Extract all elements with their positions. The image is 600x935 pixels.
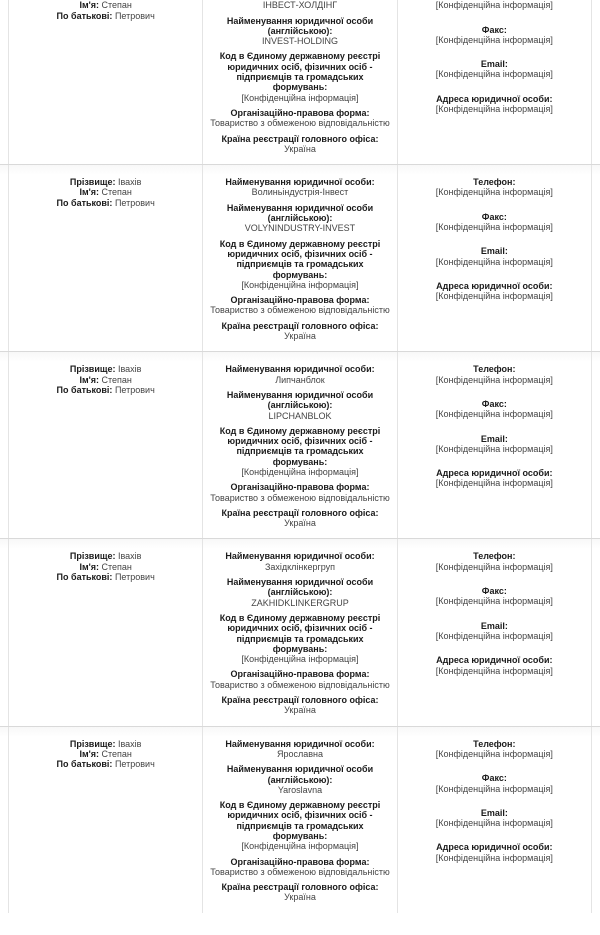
registration-country-label: Країна реєстрації головного офіса: bbox=[209, 695, 390, 705]
phone-block bbox=[404, 0, 585, 11]
person-cell bbox=[8, 165, 203, 351]
registration-country-value: Україна bbox=[209, 892, 390, 902]
first-name-value: Степан bbox=[102, 562, 132, 572]
last-name-value: Івахів bbox=[118, 739, 141, 749]
email-label: Email: bbox=[404, 246, 585, 256]
entity-name-en-label: Найменування юридичної особи (англійською): bbox=[209, 16, 390, 37]
patronymic-value: Петрович bbox=[115, 198, 155, 208]
entity-name-value: Волиньіндустрія-Інвест bbox=[209, 187, 390, 197]
last-name-value: Івахів bbox=[118, 364, 141, 374]
entity-name-en-value: Yaroslavna bbox=[209, 785, 390, 795]
person-first-name-line bbox=[15, 562, 196, 572]
entity-name-en-label: Найменування юридичної особи (англійською): bbox=[209, 203, 390, 224]
entity-cell bbox=[203, 539, 397, 725]
phone-value: [Конфіденційна інформація] bbox=[404, 375, 585, 385]
entity-name-en-block bbox=[209, 764, 390, 795]
registration-country-value: Україна bbox=[209, 705, 390, 715]
phone-label: Телефон: bbox=[404, 364, 585, 374]
first-name-value: Степан bbox=[102, 375, 132, 385]
entity-cell bbox=[203, 165, 397, 351]
legal-form-value: Товариство з обмеженою відповідальністю bbox=[209, 867, 390, 877]
fax-value: [Конфіденційна інформація] bbox=[404, 409, 585, 419]
table-row bbox=[0, 726, 600, 913]
person-cell bbox=[8, 727, 203, 913]
contacts-cell bbox=[398, 727, 592, 913]
first-name-label: Ім'я: bbox=[79, 187, 99, 197]
registration-country-block bbox=[209, 508, 390, 529]
person-last-name-line bbox=[15, 364, 196, 374]
person-last-name-line bbox=[15, 177, 196, 187]
entity-name-en-block bbox=[209, 577, 390, 608]
edr-code-value: [Конфіденційна інформація] bbox=[209, 654, 390, 664]
address-block bbox=[404, 842, 585, 863]
email-label: Email: bbox=[404, 621, 585, 631]
patronymic-label: По батькові: bbox=[57, 385, 113, 395]
entity-name-en-value: ZAKHIDKLINKERGRUP bbox=[209, 598, 390, 608]
email-label: Email: bbox=[404, 59, 585, 69]
edr-code-block bbox=[209, 800, 390, 851]
address-value: [Конфіденційна інформація] bbox=[404, 666, 585, 676]
entity-name-label: Найменування юридичної особи: bbox=[209, 364, 390, 374]
address-value: [Конфіденційна інформація] bbox=[404, 853, 585, 863]
entity-cell bbox=[203, 727, 397, 913]
phone-block bbox=[404, 364, 585, 385]
patronymic-value: Петрович bbox=[115, 572, 155, 582]
address-block bbox=[404, 94, 585, 115]
entity-name-block bbox=[209, 364, 390, 385]
person-patronymic-line bbox=[15, 385, 196, 395]
fax-value: [Конфіденційна інформація] bbox=[404, 35, 585, 45]
last-name-value: Івахів bbox=[118, 177, 141, 187]
patronymic-label: По батькові: bbox=[57, 572, 113, 582]
first-name-label: Ім'я: bbox=[79, 749, 99, 759]
person-last-name-line bbox=[15, 551, 196, 561]
phone-label: Телефон: bbox=[404, 739, 585, 749]
first-name-value: Степан bbox=[102, 0, 132, 10]
phone-value: [Конфіденційна інформація] bbox=[404, 562, 585, 572]
phone-value: [Конфіденційна інформація] bbox=[404, 749, 585, 759]
registration-country-block bbox=[209, 134, 390, 155]
address-label: Адреса юридичної особи: bbox=[404, 94, 585, 104]
registration-country-block bbox=[209, 695, 390, 716]
email-label: Email: bbox=[404, 808, 585, 818]
address-label: Адреса юридичної особи: bbox=[404, 842, 585, 852]
legal-form-value: Товариство з обмеженою відповідальністю bbox=[209, 118, 390, 128]
person-last-name-line bbox=[15, 739, 196, 749]
legal-form-label: Організаційно-правова форма: bbox=[209, 857, 390, 867]
entity-name-value: Західклінкергруп bbox=[209, 562, 390, 572]
first-name-label: Ім'я: bbox=[79, 562, 99, 572]
edr-code-label: Код в Єдиному державному реєстрі юридичних осіб, фізичних осіб - підприємців та громадських формувань: bbox=[209, 239, 390, 280]
phone-block bbox=[404, 551, 585, 572]
address-label: Адреса юридичної особи: bbox=[404, 468, 585, 478]
fax-block bbox=[404, 773, 585, 794]
person-patronymic-line bbox=[15, 572, 196, 582]
first-name-value: Степан bbox=[102, 749, 132, 759]
phone-value: [Конфіденційна інформація] bbox=[404, 0, 585, 10]
person-cell bbox=[8, 352, 203, 538]
phone-block bbox=[404, 739, 585, 760]
fax-value: [Конфіденційна інформація] bbox=[404, 784, 585, 794]
legal-form-value: Товариство з обмеженою відповідальністю bbox=[209, 680, 390, 690]
fax-block bbox=[404, 399, 585, 420]
edr-code-value: [Конфіденційна інформація] bbox=[209, 467, 390, 477]
registration-country-label: Країна реєстрації головного офіса: bbox=[209, 134, 390, 144]
table-row bbox=[0, 164, 600, 351]
entity-name-label: Найменування юридичної особи: bbox=[209, 177, 390, 187]
legal-form-label: Організаційно-правова форма: bbox=[209, 669, 390, 679]
contacts-cell bbox=[398, 0, 592, 164]
patronymic-value: Петрович bbox=[115, 11, 155, 21]
fax-label: Факс: bbox=[404, 399, 585, 409]
table-row bbox=[0, 351, 600, 538]
entity-name-label: Найменування юридичної особи: bbox=[209, 551, 390, 561]
email-block bbox=[404, 621, 585, 642]
last-name-label: Прізвище: bbox=[70, 177, 116, 187]
email-block bbox=[404, 246, 585, 267]
registration-country-label: Країна реєстрації головного офіса: bbox=[209, 321, 390, 331]
phone-value: [Конфіденційна інформація] bbox=[404, 187, 585, 197]
entity-name-block bbox=[209, 0, 390, 11]
last-name-label: Прізвище: bbox=[70, 364, 116, 374]
edr-code-value: [Конфіденційна інформація] bbox=[209, 841, 390, 851]
legal-form-block bbox=[209, 295, 390, 316]
fax-block bbox=[404, 25, 585, 46]
entity-name-block bbox=[209, 739, 390, 760]
address-block bbox=[404, 468, 585, 489]
person-first-name-line bbox=[15, 187, 196, 197]
email-block bbox=[404, 59, 585, 80]
entity-name-value: ІНВЕСТ-ХОЛДІНГ bbox=[209, 0, 390, 10]
person-cell bbox=[8, 0, 203, 164]
legal-form-block bbox=[209, 857, 390, 878]
person-first-name-line bbox=[15, 749, 196, 759]
contacts-cell bbox=[398, 539, 592, 725]
email-value: [Конфіденційна інформація] bbox=[404, 631, 585, 641]
entity-name-label: Найменування юридичної особи: bbox=[209, 739, 390, 749]
patronymic-label: По батькові: bbox=[57, 198, 113, 208]
edr-code-value: [Конфіденційна інформація] bbox=[209, 93, 390, 103]
first-name-label: Ім'я: bbox=[79, 375, 99, 385]
fax-value: [Конфіденційна інформація] bbox=[404, 596, 585, 606]
email-label: Email: bbox=[404, 434, 585, 444]
phone-label: Телефон: bbox=[404, 551, 585, 561]
legal-form-label: Організаційно-правова форма: bbox=[209, 482, 390, 492]
entity-cell bbox=[203, 0, 397, 164]
entity-name-en-value: INVEST-HOLDING bbox=[209, 36, 390, 46]
person-patronymic-line bbox=[15, 198, 196, 208]
email-value: [Конфіденційна інформація] bbox=[404, 69, 585, 79]
legal-form-block bbox=[209, 482, 390, 503]
phone-label: Телефон: bbox=[404, 177, 585, 187]
entity-name-value: Липчанблок bbox=[209, 375, 390, 385]
last-name-value: Івахів bbox=[118, 551, 141, 561]
email-value: [Конфіденційна інформація] bbox=[404, 818, 585, 828]
entity-name-en-label: Найменування юридичної особи (англійською): bbox=[209, 764, 390, 785]
first-name-label: Ім'я: bbox=[79, 0, 99, 10]
person-first-name-line bbox=[15, 375, 196, 385]
registration-country-value: Україна bbox=[209, 518, 390, 528]
fax-label: Факс: bbox=[404, 212, 585, 222]
entity-name-en-block bbox=[209, 203, 390, 234]
entity-name-en-block bbox=[209, 16, 390, 47]
person-patronymic-line bbox=[15, 11, 196, 21]
legal-form-label: Організаційно-правова форма: bbox=[209, 295, 390, 305]
patronymic-label: По батькові: bbox=[57, 759, 113, 769]
fax-label: Факс: bbox=[404, 25, 585, 35]
registration-country-label: Країна реєстрації головного офіса: bbox=[209, 882, 390, 892]
entity-name-en-label: Найменування юридичної особи (англійською): bbox=[209, 577, 390, 598]
registration-country-value: Україна bbox=[209, 144, 390, 154]
address-value: [Конфіденційна інформація] bbox=[404, 478, 585, 488]
person-patronymic-line bbox=[15, 759, 196, 769]
phone-block bbox=[404, 177, 585, 198]
email-value: [Конфіденційна інформація] bbox=[404, 257, 585, 267]
address-label: Адреса юридичної особи: bbox=[404, 281, 585, 291]
email-value: [Конфіденційна інформація] bbox=[404, 444, 585, 454]
address-value: [Конфіденційна інформація] bbox=[404, 291, 585, 301]
edr-code-label: Код в Єдиному державному реєстрі юридичних осіб, фізичних осіб - підприємців та громадських формувань: bbox=[209, 51, 390, 92]
legal-form-value: Товариство з обмеженою відповідальністю bbox=[209, 493, 390, 503]
entity-name-en-block bbox=[209, 390, 390, 421]
registration-country-block bbox=[209, 882, 390, 903]
person-first-name-line bbox=[15, 0, 196, 10]
contacts-cell bbox=[398, 352, 592, 538]
patronymic-value: Петрович bbox=[115, 385, 155, 395]
edr-code-block bbox=[209, 613, 390, 664]
patronymic-value: Петрович bbox=[115, 759, 155, 769]
edr-code-label: Код в Єдиному державному реєстрі юридичних осіб, фізичних осіб - підприємців та громадських формувань: bbox=[209, 800, 390, 841]
entity-name-en-label: Найменування юридичної особи (англійською): bbox=[209, 390, 390, 411]
legal-form-value: Товариство з обмеженою відповідальністю bbox=[209, 305, 390, 315]
edr-code-block bbox=[209, 51, 390, 102]
person-cell bbox=[8, 539, 203, 725]
edr-code-block bbox=[209, 239, 390, 290]
fax-block bbox=[404, 586, 585, 607]
entity-name-en-value: VOLYNINDUSTRY-INVEST bbox=[209, 223, 390, 233]
address-block bbox=[404, 281, 585, 302]
entity-cell bbox=[203, 352, 397, 538]
email-block bbox=[404, 434, 585, 455]
entity-name-en-value: LIPCHANBLOK bbox=[209, 411, 390, 421]
email-block bbox=[404, 808, 585, 829]
table-row bbox=[0, 538, 600, 725]
fax-block bbox=[404, 212, 585, 233]
contacts-cell bbox=[398, 165, 592, 351]
address-label: Адреса юридичної особи: bbox=[404, 655, 585, 665]
entity-name-block bbox=[209, 177, 390, 198]
legal-form-block bbox=[209, 108, 390, 129]
legal-form-label: Організаційно-правова форма: bbox=[209, 108, 390, 118]
fax-label: Факс: bbox=[404, 586, 585, 596]
address-value: [Конфіденційна інформація] bbox=[404, 104, 585, 114]
edr-code-label: Код в Єдиному державному реєстрі юридичних осіб, фізичних осіб - підприємців та громадських формувань: bbox=[209, 426, 390, 467]
table-row bbox=[0, 0, 600, 164]
legal-form-block bbox=[209, 669, 390, 690]
first-name-value: Степан bbox=[102, 187, 132, 197]
patronymic-label: По батькові: bbox=[57, 11, 113, 21]
entity-name-value: Ярославна bbox=[209, 749, 390, 759]
registration-country-value: Україна bbox=[209, 331, 390, 341]
fax-value: [Конфіденційна інформація] bbox=[404, 222, 585, 232]
last-name-label: Прізвище: bbox=[70, 739, 116, 749]
fax-label: Факс: bbox=[404, 773, 585, 783]
registration-country-block bbox=[209, 321, 390, 342]
last-name-label: Прізвище: bbox=[70, 551, 116, 561]
edr-code-block bbox=[209, 426, 390, 477]
address-block bbox=[404, 655, 585, 676]
registration-country-label: Країна реєстрації головного офіса: bbox=[209, 508, 390, 518]
edr-code-value: [Конфіденційна інформація] bbox=[209, 280, 390, 290]
entity-name-block bbox=[209, 551, 390, 572]
edr-code-label: Код в Єдиному державному реєстрі юридичних осіб, фізичних осіб - підприємців та громадських формувань: bbox=[209, 613, 390, 654]
